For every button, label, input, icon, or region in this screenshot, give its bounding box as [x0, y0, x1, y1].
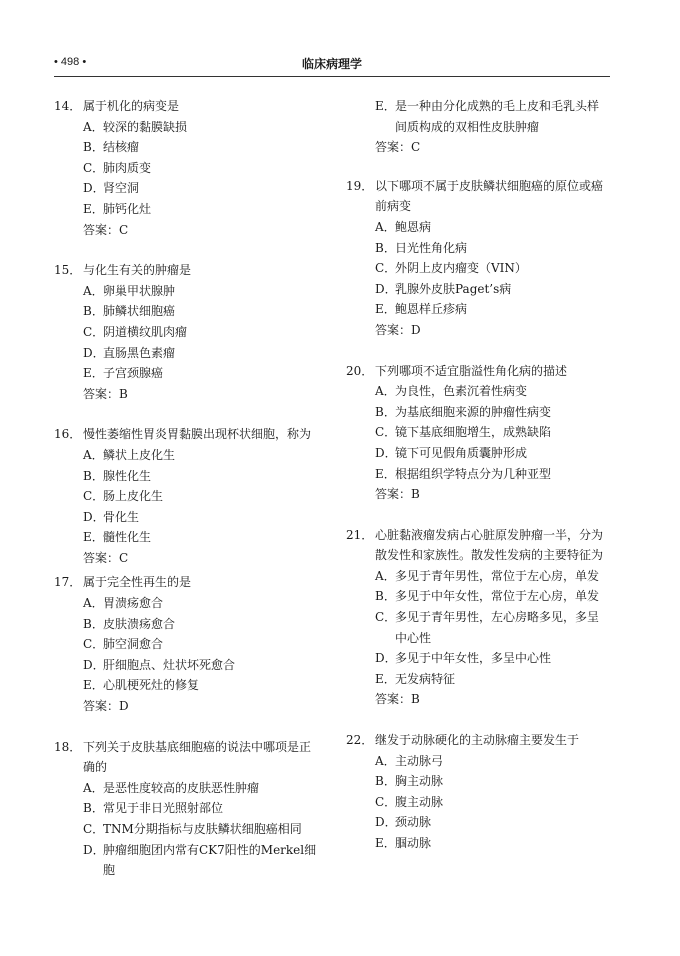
option-text: 为良性，色素沉着性病变: [395, 384, 528, 399]
book-title: 临床病理学: [301, 57, 362, 71]
option-letter: B．: [83, 140, 104, 155]
option: [346, 648, 610, 669]
option-text: 皮肤溃疡愈合: [103, 616, 176, 631]
option: [54, 798, 318, 819]
right-column: [346, 96, 610, 854]
option-text: 髓性化生: [103, 530, 152, 545]
option-text: 肿瘤细胞团内常有CK7阳性的Merkel细胞: [103, 842, 317, 878]
option: [54, 675, 318, 696]
option: [54, 466, 318, 487]
option-text: 腺性化生: [103, 468, 152, 483]
question-20: [346, 361, 610, 505]
option-letter: A．: [375, 568, 396, 583]
answer: 答案：C: [83, 550, 129, 565]
option: [54, 363, 318, 384]
option-text: 子宫颈腺癌: [103, 366, 164, 381]
option-letter: C．: [83, 822, 105, 836]
option-text: 鲍恩病: [395, 219, 432, 234]
option: [54, 507, 318, 528]
option: [346, 402, 610, 423]
option: [54, 301, 318, 322]
option-letter: D．: [83, 345, 105, 360]
option-letter: C．: [83, 160, 105, 175]
option: [346, 96, 610, 137]
option-letter: D．: [375, 281, 397, 296]
option: [346, 422, 610, 443]
question-number: 20．: [346, 363, 374, 378]
option-text: 日光性角化病: [395, 240, 468, 255]
question-16: [54, 424, 318, 568]
option-text: 多见于青年男性，左心房略多见，多呈中心性: [395, 610, 600, 645]
option-text: 鳞状上皮化生: [103, 447, 176, 462]
option-letter: C．: [83, 324, 105, 339]
option: [54, 593, 318, 614]
question-number: 19．: [346, 178, 374, 193]
option: [346, 771, 610, 792]
option-text: 胸主动脉: [395, 774, 444, 789]
option: [54, 486, 318, 507]
option-letter: E．: [83, 678, 104, 693]
option-text: 乳腺外皮肤Paget’s病: [395, 281, 512, 296]
question-18: [54, 737, 318, 881]
option-text: 是恶性度较高的皮肤恶性肿瘤: [103, 780, 260, 795]
option-letter: B．: [83, 304, 104, 319]
option: [346, 258, 610, 279]
left-column: [54, 96, 318, 881]
question-stem: 以下哪项不属于皮肤鳞状细胞癌的原位或癌前病变: [375, 178, 604, 214]
option-letter: C．: [375, 610, 397, 625]
option-letter: A．: [375, 219, 396, 234]
answer: 答案：C: [375, 140, 421, 155]
option-text: 外阴上皮内瘤变（VIN）: [395, 261, 527, 276]
answer: 答案：D: [375, 322, 421, 337]
option-text: 肠上皮化生: [103, 489, 164, 504]
answer: 答案：D: [83, 699, 129, 714]
option-letter: C．: [83, 489, 105, 504]
option: [54, 634, 318, 655]
option-text: 腹主动脉: [395, 794, 444, 809]
option-text: TNM分期指标与皮肤鳞状细胞癌相同: [103, 822, 302, 836]
option-text: 肺空洞愈合: [103, 637, 164, 652]
option: [54, 281, 318, 302]
option: [346, 381, 610, 402]
option: [346, 464, 610, 485]
question-stem: 与化生有关的肿瘤是: [83, 263, 192, 278]
option: [54, 117, 318, 138]
option-letter: E．: [375, 836, 396, 850]
option-text: 阴道横纹肌肉瘤: [103, 324, 188, 339]
option-text: 是一种由分化成熟的毛上皮和毛乳头样间质构成的双相性皮肤肿瘤: [395, 99, 600, 134]
option: [346, 443, 610, 464]
option-text: 肺鳞状细胞癌: [103, 304, 176, 319]
option-text: 多见于中年女性，多呈中心性: [395, 651, 552, 666]
option-letter: B．: [83, 616, 104, 631]
option: [346, 792, 610, 813]
option-text: 腘动脉: [395, 836, 432, 850]
option-text: 骨化生: [103, 509, 140, 524]
option: [346, 833, 610, 854]
question-15: [54, 260, 318, 404]
option-text: 为基底细胞来源的肿瘤性病变: [395, 404, 552, 419]
option: [346, 217, 610, 238]
question-number: 18．: [54, 739, 82, 754]
question-number: 14．: [54, 99, 82, 113]
option-letter: D．: [83, 657, 105, 672]
option: [54, 819, 318, 840]
question-number: 22．: [346, 733, 374, 748]
option-text: 鲍恩样丘疹病: [395, 302, 468, 317]
option-letter: E．: [375, 466, 396, 481]
question-number: 21．: [346, 527, 374, 542]
answer: 答案：B: [83, 386, 128, 401]
option-letter: A．: [83, 283, 104, 298]
question-18-continued: [346, 96, 610, 158]
option: [54, 158, 318, 179]
option: [346, 669, 610, 690]
option-letter: D．: [375, 445, 397, 460]
option-text: 镜下可见假角质囊肿形成: [395, 445, 528, 460]
option: [54, 343, 318, 364]
option-letter: E．: [83, 201, 104, 216]
option-letter: B．: [375, 240, 396, 255]
option-text: 多见于青年男性，常位于左心房，单发: [395, 568, 600, 583]
option-letter: A．: [83, 780, 104, 795]
running-header: [54, 56, 610, 77]
question-number: 15．: [54, 263, 82, 278]
option-text: 心肌梗死灶的修复: [103, 678, 200, 693]
option-letter: E．: [375, 671, 396, 686]
question-21: [346, 525, 610, 710]
option-text: 肺肉质变: [103, 160, 152, 175]
option-text: 卵巢甲状腺肿: [103, 283, 176, 298]
answer: 答案：B: [375, 487, 420, 502]
question-stem: 慢性萎缩性胃炎胃黏膜出现杯状细胞，称为: [83, 427, 312, 442]
option-letter: D．: [83, 842, 105, 857]
option-letter: D．: [83, 509, 105, 524]
question-stem: 心脏黏液瘤发病占心脏原发肿瘤一半，分为散发性和家族性。散发性发病的主要特征为: [375, 527, 604, 563]
option-letter: B．: [83, 801, 104, 816]
question-stem: 继发于动脉硬化的主动脉瘤主要发生于: [375, 733, 580, 748]
option-letter: E．: [375, 302, 396, 317]
question-number: 16．: [54, 427, 82, 442]
option-text: 直肠黑色素瘤: [103, 345, 176, 360]
option: [54, 655, 318, 676]
option-text: 主动脉弓: [395, 753, 444, 768]
option: [54, 614, 318, 635]
option: [54, 199, 318, 220]
option: [54, 527, 318, 548]
question-stem: 属于完全性再生的是: [83, 575, 192, 590]
option-text: 肾空洞: [103, 181, 140, 196]
option-text: 较深的黏膜缺损: [103, 119, 188, 134]
option: [346, 566, 610, 587]
question-stem: 下列关于皮肤基底细胞癌的说法中哪项是正确的: [83, 739, 312, 775]
option-text: 结核瘤: [103, 140, 140, 155]
option-text: 胃溃疡愈合: [103, 596, 164, 611]
answer: 答案：C: [83, 222, 129, 237]
question-stem: 属于机化的病变是: [83, 99, 180, 113]
option: [54, 137, 318, 158]
option-letter: A．: [83, 596, 104, 611]
option: [346, 607, 610, 648]
option-letter: A．: [375, 384, 396, 399]
option-letter: A．: [375, 753, 396, 768]
option-letter: A．: [83, 447, 104, 462]
question-stem: 下列哪项不适宜脂溢性角化病的描述: [375, 363, 568, 378]
option-letter: C．: [375, 425, 397, 440]
option: [54, 445, 318, 466]
option-letter: B．: [375, 404, 396, 419]
option: [346, 586, 610, 607]
option-text: 根据组织学特点分为几种亚型: [395, 466, 552, 481]
option: [346, 812, 610, 833]
option: [54, 840, 318, 881]
option-letter: B．: [83, 468, 104, 483]
option: [346, 279, 610, 300]
option-text: 镜下基底细胞增生，成熟缺陷: [395, 425, 552, 440]
option: [54, 178, 318, 199]
option-text: 常见于非日光照射部位: [103, 801, 224, 816]
page-number: • 498 •: [54, 56, 87, 68]
option: [346, 299, 610, 320]
option-letter: D．: [375, 651, 397, 666]
option-letter: D．: [375, 815, 397, 830]
option-letter: D．: [83, 181, 105, 196]
option-letter: C．: [375, 261, 397, 276]
option: [346, 238, 610, 259]
question-14: [54, 96, 318, 240]
option-text: 无发病特征: [395, 671, 456, 686]
question-22: [346, 730, 610, 854]
option: [54, 778, 318, 799]
option-text: 肝细胞点、灶状坏死愈合: [103, 657, 236, 672]
option: [346, 751, 610, 772]
option-text: 肺钙化灶: [103, 201, 152, 216]
option-text: 多见于中年女性，常位于左心房，单发: [395, 589, 600, 604]
option-text: 颈动脉: [395, 815, 432, 830]
question-number: 17．: [54, 575, 82, 590]
option: [54, 322, 318, 343]
option-letter: E．: [83, 366, 104, 381]
question-17: [54, 572, 318, 716]
option-letter: A．: [83, 119, 104, 134]
option-letter: E．: [375, 99, 396, 113]
option-letter: B．: [375, 589, 396, 604]
option-letter: E．: [83, 530, 104, 545]
option-letter: B．: [375, 774, 396, 789]
answer: 答案：B: [375, 692, 420, 707]
question-19: [346, 176, 610, 341]
option-letter: C．: [83, 637, 105, 652]
option-letter: C．: [375, 794, 397, 809]
